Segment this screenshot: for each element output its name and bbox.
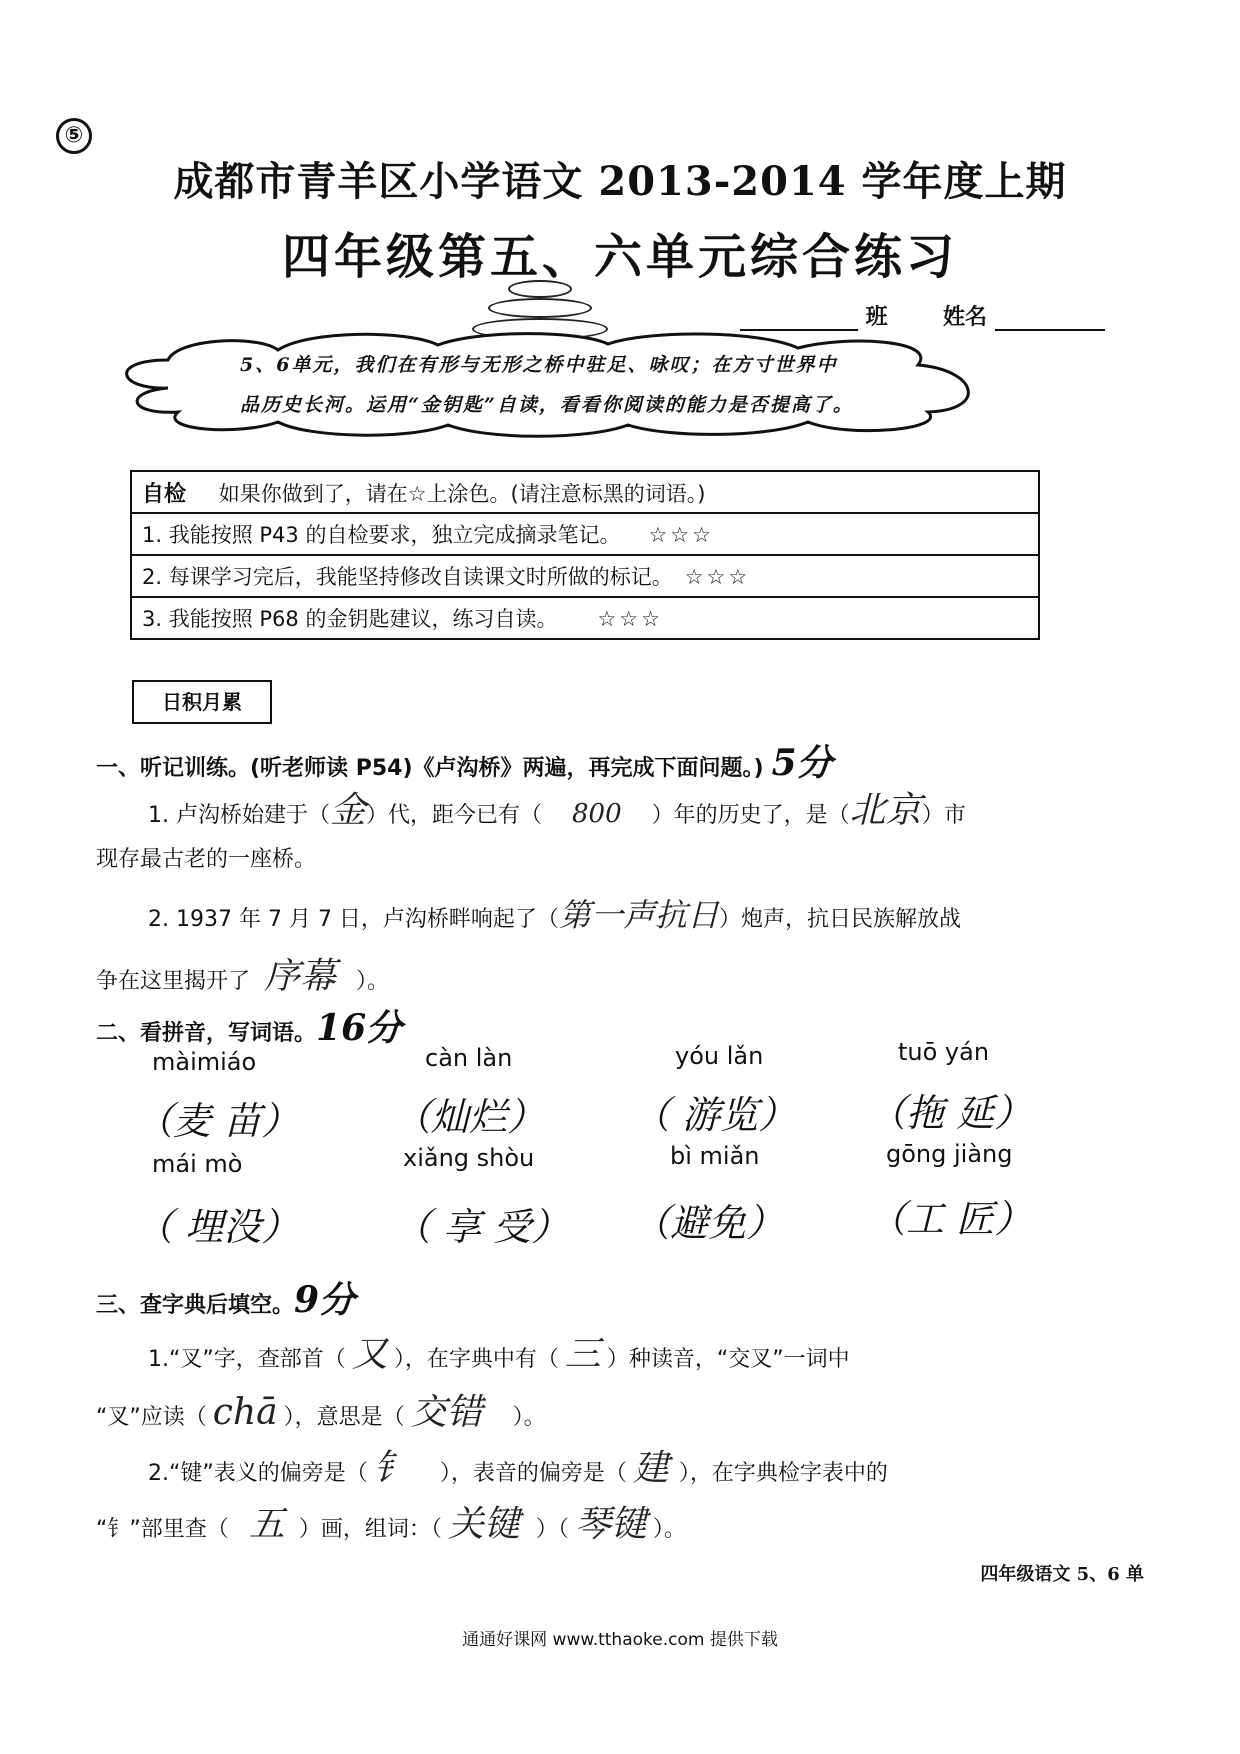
- q2-heading: [96, 1000, 402, 1051]
- q1-text: ）市: [921, 803, 966, 828]
- q1-heading-text: 一、听记训练。(听老师读 P54)《卢沟桥》两遍，再完成下面问题。): [96, 756, 764, 781]
- pinyin-answer[interactable]: （ 享 受）: [393, 1205, 570, 1249]
- q3-answer-radical[interactable]: 又: [351, 1334, 388, 1375]
- q1-text: 1. 卢沟桥始建于（: [148, 803, 330, 828]
- self-check-header: [131, 471, 1039, 513]
- q1-answer-gunshot[interactable]: 第一声抗日: [558, 896, 719, 934]
- self-check-row: [131, 555, 1039, 597]
- q1-text: ）炮声，抗日民族解放战: [718, 907, 961, 932]
- pinyin: bì miǎn: [670, 1142, 760, 1170]
- q3-text: 1.“叉”字，查部首（: [148, 1347, 346, 1372]
- q1-heading: [96, 735, 833, 786]
- self-check-label: 自检: [142, 481, 187, 507]
- q3-line-2-cont: [96, 1496, 686, 1547]
- q1-answer-city[interactable]: 北京: [849, 790, 922, 831]
- star-rating[interactable]: ☆☆☆: [597, 607, 663, 631]
- pinyin: gōng jiàng: [886, 1140, 1013, 1168]
- q3-answer-strokes[interactable]: 五: [248, 1504, 285, 1545]
- q1-text: 争在这里揭开了: [96, 969, 251, 994]
- q3-text: ）画，组词：（: [298, 1517, 442, 1542]
- q3-text: “叉”应读（: [96, 1405, 207, 1430]
- q1-text: 2. 1937 年 7 月 7 日，卢沟桥畔响起了（: [148, 907, 559, 932]
- q1-answer-years[interactable]: 800: [572, 799, 622, 829]
- page-marker: ⑤: [56, 118, 92, 154]
- pinyin: yóu lǎn: [675, 1042, 764, 1070]
- star-rating[interactable]: ☆☆☆: [684, 565, 751, 589]
- q3-heading-text: 三、查字典后填空。: [96, 1293, 295, 1318]
- q1-text: ）代，距今已有（: [366, 803, 543, 828]
- self-check-text: 1. 我能按照 P43 的自检要求，独立完成摘录笔记。: [142, 523, 621, 547]
- self-check-row: [131, 513, 1039, 555]
- q1-text: ）年的历史了，是（: [651, 803, 850, 828]
- q3-line-2: [148, 1440, 888, 1491]
- cloud-line-2: 品历史长河。运用“金钥匙”自读，看看你阅读的能力是否提高了。: [240, 394, 854, 416]
- q3-heading: [96, 1272, 355, 1323]
- self-check-row: [131, 597, 1039, 639]
- q1-score: 5分: [771, 742, 833, 784]
- q3-text: ），表音的偏旁是（: [439, 1461, 627, 1486]
- pinyin-answer[interactable]: （避免）: [632, 1201, 785, 1245]
- q3-text: “钅”部里查（: [96, 1517, 229, 1542]
- q3-line-1-cont: [96, 1384, 546, 1435]
- q2-score: 16分: [316, 1007, 403, 1049]
- q3-text: 2.“键”表义的偏旁是（: [148, 1461, 368, 1486]
- q1-answer-dynasty[interactable]: 金: [329, 790, 366, 831]
- pinyin: màimiáo: [152, 1048, 257, 1076]
- section-label: 日积月累: [132, 680, 272, 724]
- q2-heading-text: 二、看拼音，写词语。: [96, 1021, 317, 1046]
- q3-answer-meaning[interactable]: 交错: [410, 1392, 483, 1433]
- q3-answer-reading[interactable]: chā: [212, 1392, 278, 1433]
- pinyin-answer[interactable]: （工 匠）: [868, 1197, 1033, 1241]
- pinyin-answer[interactable]: （麦 苗）: [135, 1099, 300, 1143]
- q3-text: ），意思是（: [283, 1405, 405, 1430]
- q1-line-2-cont: [96, 948, 389, 999]
- page-footer-label: 四年级语文 5、6 单: [980, 1564, 1144, 1585]
- self-check-text: 3. 我能按照 P68 的金钥匙建议，练习自读。: [142, 607, 558, 631]
- pinyin: tuō yán: [898, 1038, 990, 1066]
- cloud-line-1: 5、6单元，我们在有形与无形之桥中驻足、咏叹；在方寸世界中: [240, 354, 838, 376]
- q3-score: 9分: [294, 1279, 356, 1321]
- self-check-instruction: 如果你做到了，请在☆上涂色。(请注意标黑的词语。): [218, 481, 706, 506]
- name-label: 姓名: [943, 304, 988, 330]
- class-label: 班: [865, 304, 888, 330]
- download-credit: 通通好课网 www.tthaoke.com 提供下载: [462, 1630, 778, 1650]
- self-check-table: [130, 470, 1040, 640]
- q1-line-2: [148, 890, 961, 936]
- q1-line-1: [148, 782, 966, 833]
- pinyin-answer[interactable]: （ 游览）: [632, 1093, 797, 1137]
- cloud-shape: [108, 330, 988, 440]
- title-line-2: 四年级第五、六单元综合练习: [281, 229, 958, 285]
- star-rating[interactable]: ☆☆☆: [648, 523, 714, 547]
- class-name-line: [740, 300, 1105, 331]
- pinyin-answer[interactable]: （灿烂）: [393, 1095, 546, 1139]
- q3-text: ）。: [652, 1517, 686, 1542]
- q3-text: ）。: [512, 1405, 546, 1430]
- q3-text: ），在字典中有（: [393, 1347, 559, 1372]
- q3-answer-sound-radical[interactable]: 建: [632, 1448, 669, 1489]
- self-check-text: 2. 每课学习完后，我能坚持修改自读课文时所做的标记。: [142, 565, 673, 589]
- q3-text: ）种读音，“交叉”一词中: [606, 1347, 850, 1372]
- pinyin-answer[interactable]: （拖 延）: [868, 1091, 1033, 1135]
- pinyin: càn làn: [425, 1044, 513, 1072]
- q3-answer-count[interactable]: 三: [564, 1334, 601, 1375]
- q3-answer-word-2[interactable]: 琴键: [574, 1504, 647, 1545]
- q1-answer-prelude[interactable]: 序幕: [264, 956, 337, 997]
- q3-answer-meaning-radical[interactable]: 钅: [373, 1448, 410, 1489]
- q3-text: ）（: [535, 1517, 569, 1542]
- q3-text: ），在字典检字表中的: [678, 1461, 888, 1486]
- title-line-1: 成都市青羊区小学语文 2013-2014 学年度上期: [173, 158, 1067, 205]
- pinyin: xiǎng shòu: [403, 1144, 535, 1172]
- pinyin-answer[interactable]: （ 埋没）: [135, 1205, 300, 1249]
- q3-answer-word-1[interactable]: 关键: [447, 1504, 520, 1545]
- q1-text: ）。: [356, 969, 390, 994]
- q1-line-1-cont: 现存最古老的一座桥。: [96, 847, 317, 872]
- name-blank[interactable]: [995, 307, 1105, 331]
- class-blank[interactable]: [740, 307, 858, 331]
- pinyin: mái mò: [152, 1150, 243, 1178]
- q3-line-1: [148, 1326, 850, 1377]
